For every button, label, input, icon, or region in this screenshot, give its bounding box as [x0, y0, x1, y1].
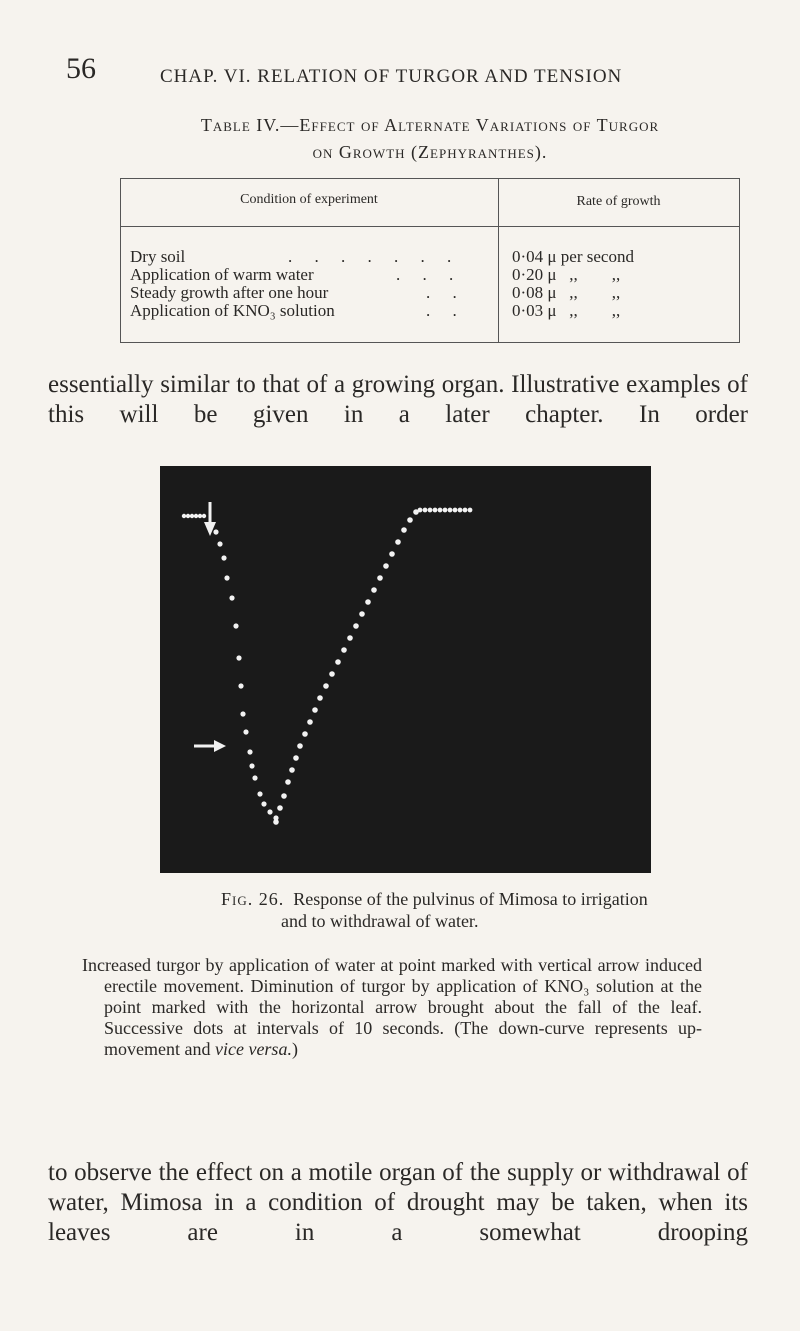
trace-dot: [433, 508, 438, 513]
trace-dot: [335, 659, 341, 665]
trace-dot: [243, 729, 248, 734]
trace-dot: [247, 749, 252, 754]
trace-dot: [217, 541, 222, 546]
trace-dot: [359, 611, 365, 617]
trace-dot: [365, 599, 371, 605]
page-number: 56: [66, 52, 96, 85]
trace-dot: [186, 514, 190, 518]
trace-dot: [458, 508, 463, 513]
trace-dot: [323, 683, 329, 689]
trace-dot: [267, 809, 272, 814]
trace-dot: [371, 587, 377, 593]
trace-dot: [221, 555, 226, 560]
trace-dot: [273, 819, 279, 825]
trace-dot: [240, 711, 245, 716]
table-cell-rate: 0·08 μ ,, ,,: [512, 283, 621, 302]
figure-caption-line-1: [221, 888, 681, 910]
trace-dot: [395, 539, 401, 545]
trace-dot: [190, 514, 194, 518]
trace-dot: [202, 514, 206, 518]
table-cell-condition: Application of KNO₃ solution: [130, 301, 335, 320]
trace-dot: [233, 623, 238, 628]
trace-dot: [293, 755, 299, 761]
trace-dot: [249, 763, 254, 768]
trace-dot: [198, 514, 202, 518]
trace-dot: [317, 695, 323, 701]
trace-dot: [257, 791, 262, 796]
trace-dot: [407, 517, 413, 523]
trace-dot: [377, 575, 383, 581]
trace-dot: [261, 801, 266, 806]
trace-dot: [302, 731, 308, 737]
table-header-condition: Condition of experiment: [240, 192, 378, 207]
table-caption-line-1: Table IV.—Effect of Alternate Variations of Turgor: [200, 115, 660, 135]
trace-dot: [383, 563, 389, 569]
trace-dot: [468, 508, 473, 513]
trace-dot: [347, 635, 353, 641]
figure-plate: [160, 466, 651, 873]
trace-dot: [289, 767, 295, 773]
figure-label: Fig. 26.: [221, 889, 285, 909]
trace-dot: [281, 793, 287, 799]
growth-table: [120, 178, 740, 343]
table-cell-rate: 0·03 μ ,, ,,: [512, 301, 621, 320]
table-header-rate: Rate of growth: [576, 194, 661, 209]
trace-dot: [453, 508, 458, 513]
trace-dot: [238, 683, 243, 688]
trace-dot: [418, 508, 423, 513]
table-cell-leader: . . . . . . .: [288, 247, 461, 266]
trace-dot: [285, 779, 291, 785]
table-caption: [120, 112, 740, 166]
trace-dot: [463, 508, 468, 513]
table-cell-rate: 0·04 μ per second: [512, 247, 634, 266]
trace-dot: [428, 508, 433, 513]
figure-description: [82, 955, 702, 1060]
trace-dot: [224, 575, 229, 580]
table-cell-condition: Dry soil: [130, 247, 186, 266]
trace-dot: [229, 595, 234, 600]
figure-description-italic: vice versa.: [214, 1039, 292, 1059]
trace-dot: [182, 514, 186, 518]
plate-background: [160, 466, 651, 873]
table-cell-leader: . . .: [396, 265, 463, 284]
figure-caption-line-2: and to withdrawal of water.: [281, 911, 479, 931]
trace-dot: [401, 527, 407, 533]
trace-dot: [312, 707, 318, 713]
running-head: CHAP. VI. RELATION OF TURGOR AND TENSION: [160, 66, 623, 87]
table-bottom-rule: [120, 342, 740, 343]
table-cell-condition: Application of warm water: [130, 265, 314, 284]
table-top-rule: [120, 178, 740, 179]
trace-dot: [213, 529, 218, 534]
table-caption-line-2: on Growth (Zephyranthes).: [312, 142, 548, 162]
trace-dot: [438, 508, 443, 513]
figure-caption-title: Response of the pulvinus of Mimosa to irrigation: [293, 889, 648, 909]
trace-dot: [341, 647, 347, 653]
trace-dot: [353, 623, 359, 629]
trace-dot: [389, 551, 395, 557]
trace-dot: [297, 743, 303, 749]
trace-dot: [194, 514, 198, 518]
trace-dot: [329, 671, 335, 677]
dot-trace-figure: [160, 466, 651, 873]
figure-description-end: ): [291, 1039, 298, 1059]
trace-dot: [443, 508, 448, 513]
table-right-rule: [739, 178, 740, 343]
trace-dot: [423, 508, 428, 513]
trace-dot: [277, 805, 283, 811]
figure-description-text: Increased turgor by application of water at point marked with vertical arrow induced erectile movement. Diminution of turgor by application of KNO₃ solution at the point marked with the horizontal arrow brought about the fall of the leaf. Successive dots at intervals of 10 seconds. (The down-curve represents up-movement and: [82, 955, 702, 1059]
trace-dot: [236, 655, 241, 660]
table-cell-rate: 0·20 μ ,, ,,: [512, 265, 621, 284]
table-cell-condition: Steady growth after one hour: [130, 283, 329, 302]
body-paragraph-continued: to observe the effect on a motile organ of the supply or withdrawal of water, Mimosa in a condition of drought may be taken, when its leaves are in a somewhat drooping: [48, 1159, 748, 1246]
table-cell-leader: . .: [426, 283, 466, 302]
table-header-rule: [120, 226, 740, 227]
figure-caption: [221, 888, 681, 932]
trace-dot: [448, 508, 453, 513]
trace-dot: [252, 775, 257, 780]
body-paragraph: essentially similar to that of a growing organ. Illustrative examples of this will be given in a later chapter. In order: [48, 371, 748, 428]
trace-dot: [307, 719, 313, 725]
table-cell-leader: . .: [426, 301, 466, 320]
